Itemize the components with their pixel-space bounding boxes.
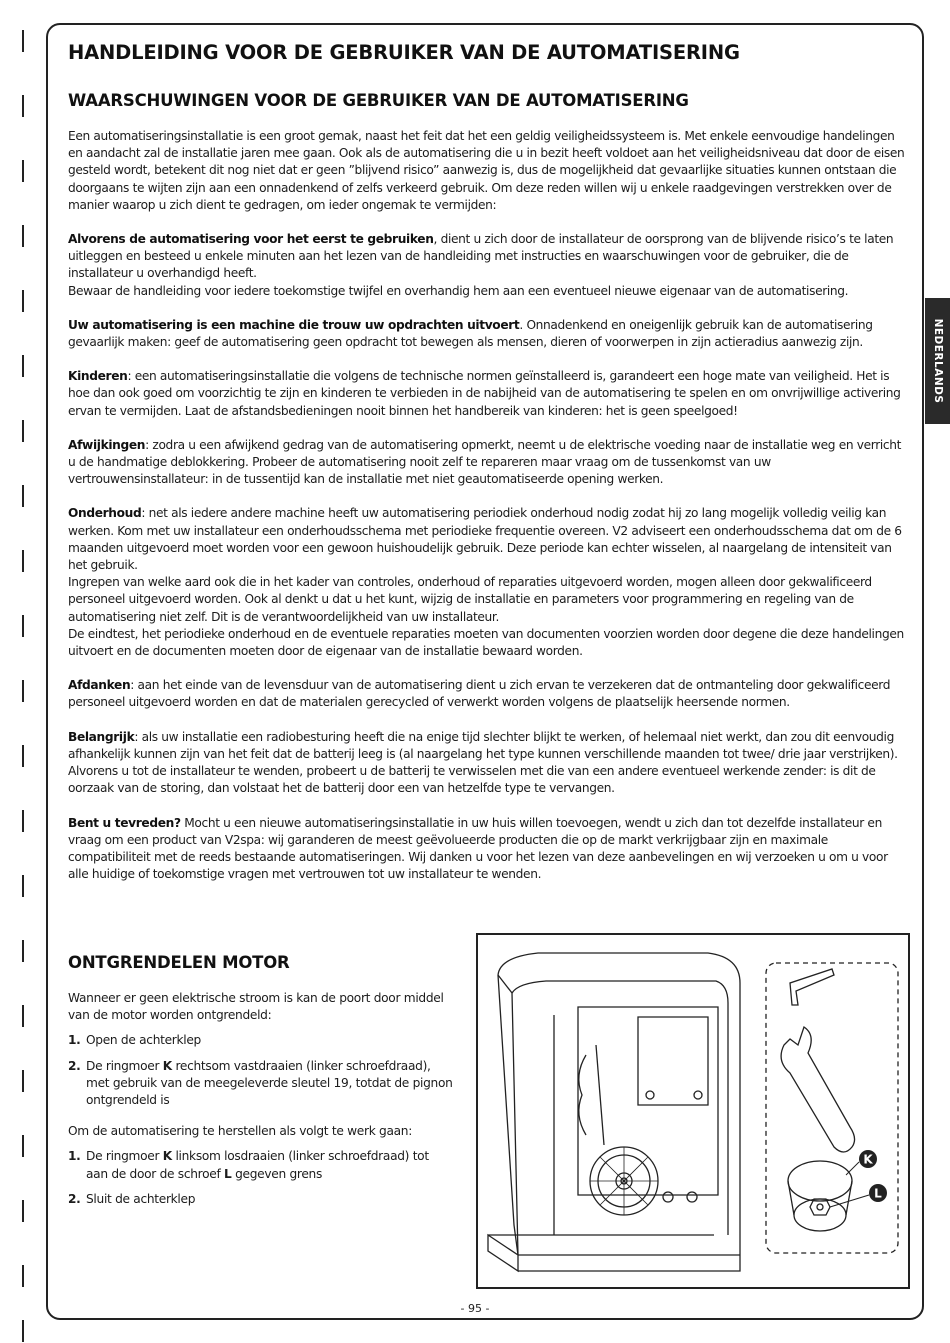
unlock-heading: ONTGRENDELEN MOTOR xyxy=(68,953,290,972)
first-use-heading: Alvorens de automatisering voor het eerst te gebruiken xyxy=(68,232,434,247)
margin-tick-marks xyxy=(22,30,25,1330)
section-subtitle: WAARSCHUWINGEN VOOR DE GEBRUIKER VAN DE AUTOMATISERING xyxy=(68,91,689,110)
page-number: - 95 - xyxy=(460,1302,490,1315)
unlock-step: 1. Open de achterklep xyxy=(68,1033,201,1048)
motor-unlock-illustration xyxy=(476,933,910,1289)
paragraph-important: Belangrijk: als uw installatie een radiobesturing heeft die na enige tijd slechter blijkt te werken, of helemaal niet werkt, dan zou dit eenvoudig afhankelijk kunnen zijn van het feit dat de batterij leeg is (al naargelang het type kunnen verschillende maanden tot twee/ drie jaar verstrijken). Alvorens u tot de installateur te wenden, probeert u de batterij te verwisselen met die van een andere eventueel werkende zender: is dit de oorzaak van de storing, dan volstaat het de batterij door een van hetzelfde type te vervangen. xyxy=(68,729,898,796)
paragraph-machine: Uw automatisering is een machine die trouw uw opdrachten uitvoert. Onnadenkend en oneigenlijk gebruik kan de automatisering gevaarlijk maken: geef de automatisering geen opdracht tot bewegen als mensen, dieren of voorwerpen in zijn actieradius aanwezig zijn. xyxy=(68,317,873,350)
unlock-steps xyxy=(68,1032,453,1109)
intro-paragraph: Een automatiseringsinstallatie is een groot gemak, naast het feit dat het een geldig veiligheidssysteem is. Met enkele eenvoudige handelingen en aandacht zal de installatie jaren mee gaan. Ook als de automatisering die u in bezit heeft voldoet aan het veiligheidsniveau dat door de eisen gesteld wordt, betekent dit nog niet dat er geen ”blijvend risico” aanwezig is, dus de mogelijkheid dat gevaarlijke situaties kunnen ontstaan die doorgaans te wijten zijn aan een onnadenkend of zelfs verkeerd gebruik. Om deze reden willen wij u enkele raadgevingen verstrekken over de manier waarop u zich dient te gedragen, om ieder ongemak te vermijden: xyxy=(68,129,905,212)
paragraph-disposal: Afdanken: aan het einde van de levensduur van de automatisering dient u zich ervan te verzekeren dat de ontmanteling door gekwalificeerd personeel uitgevoerd worden en dat de materialen gerecycled of verwerkt worden volgens de plaatselijk heersende normen. xyxy=(68,678,891,710)
restore-step: 2. Sluit de achterklep xyxy=(68,1191,196,1206)
label-l: L xyxy=(874,1186,882,1201)
important-heading: Belangrijk xyxy=(68,729,135,744)
satisfied-heading: Bent u tevreden? xyxy=(68,815,181,830)
warnings-body xyxy=(68,128,908,900)
unlock-instructions xyxy=(68,990,453,1222)
unlock-step: 2. De ringmoer K rechtsom vastdraaien (linker schroefdraad), met gebruik van de meegeleverde sleutel 19, totdat de pignon ontgrendeld is xyxy=(68,1058,453,1108)
motor-drawing xyxy=(478,935,908,1287)
paragraph-children: Kinderen: een automatiseringsinstallatie die volgens de technische normen geïnstalleerd is, garandeert een hoge mate van veiligheid. Het is hoe dan ook goed om voorzichtig te zijn en kinderen te verbieden in de nabijheid van de automatisering te spelen en om onvrijwillige activering ervan te vermijden. Laat de afstandsbedieningen nooit binnen het handbereik van kinderen: het is geen speelgoed! xyxy=(68,369,901,418)
label-k: K xyxy=(863,1152,873,1167)
paragraph-first-use: Alvorens de automatisering voor het eerst te gebruiken, dient u zich door de installateur de oorsprong van de blijvende risico’s te laten uitleggen en besteed u enkele minuten aan het lezen van de handleiding met instructies en waarschuwingen voor de gebruiker, die de installateur u overhandigd heeft. Bewaar de handleiding voor iedere toekomstige twijfel en overhandig hem aan een eventueel nieuwe eigenaar van de automatisering. xyxy=(68,232,894,298)
anomalies-heading: Afwijkingen xyxy=(68,437,146,452)
children-heading: Kinderen xyxy=(68,369,128,384)
disposal-heading: Afdanken xyxy=(68,678,131,693)
paragraph-maintenance: Onderhoud: net als iedere andere machine heeft uw automatisering periodiek onderhoud nodig zodat hij zo lang mogelijk volledig veilig kan werken. Kom met uw installateur een onderhoudsschema met periodieke frequentie overeen. V2 adviseert een onderhoudsschema dat om de 6 maanden uitgevoerd moet worden voor een gewoon huishoudelijk gebruik. Deze periode kan echter wisselen, al naargelang de intensiteit van het gebruik. Ingrepen van welke aard ook die in het kader van controles, onderhoud of reparaties uitgevoerd worden, mogen alleen door gekwalificeerd personeel uitgevoerd worden. Ook al denkt u dat u het kunt, wijzig de installatie en parameters voor programmering en regeling van de automatisering niet zelf. Dit is de verantwoordelijkheid van uw installateur. De eindtest, het periodieke onderhoud en de eventuele reparaties moeten van documenten voorzien worden door degene die deze handelingen uitvoert en de documenten moeten door de eigenaar van de installatie bewaard worden. xyxy=(68,506,904,659)
paragraph-satisfied: Bent u tevreden? Mocht u een nieuwe automatiseringsinstallatie in uw huis willen toevoegen, wendt u zich dan tot dezelfde installateur en vraag om een product van V2spa: wij garanderen de meest geëvolueerde producten die op de markt verkrijgbaar zijn en maximale compatibiliteit met de reeds bestaande automatiseringen. Wij danken u voor het lezen van deze aanbevelingen en wij verzoeken u om u voor alle huidige of toekomstige vragen met vertrouwen tot uw installateur te wenden. xyxy=(68,815,888,882)
restore-intro: Om de automatisering te herstellen als volgt te werk gaan: xyxy=(68,1124,413,1139)
language-tab xyxy=(925,298,950,424)
housing-top xyxy=(498,953,740,1255)
page-title: HANDLEIDING VOOR DE GEBRUIKER VAN DE AUTOMATISERING xyxy=(68,41,740,64)
maintenance-heading: Onderhoud xyxy=(68,506,142,521)
language-tab-label: NEDERLANDS xyxy=(931,318,944,404)
paragraph-anomalies: Afwijkingen: zodra u een afwijkend gedrag van de automatisering opmerkt, neemt u de elektrische voeding naar de installatie weg en verricht u de handmatige deblokkering. Probeer de automatisering nooit zelf te repareren maar vraag om de tussenkomst van uw vertrouwensinstallateur: in de tussentijd kan de installatie met niet geautomatiseerde opening werken. xyxy=(68,437,902,487)
restore-step: 1. De ringmoer K linksom losdraaien (linker schroefdraad) tot aan de door de schroef L gegeven grens xyxy=(68,1149,429,1181)
unlock-intro: Wanneer er geen elektrische stroom is kan de poort door middel van de motor worden ontgrendeld: xyxy=(68,991,444,1023)
machine-heading: Uw automatisering is een machine die trouw uw opdrachten uitvoert xyxy=(68,317,520,332)
restore-steps xyxy=(68,1148,453,1208)
